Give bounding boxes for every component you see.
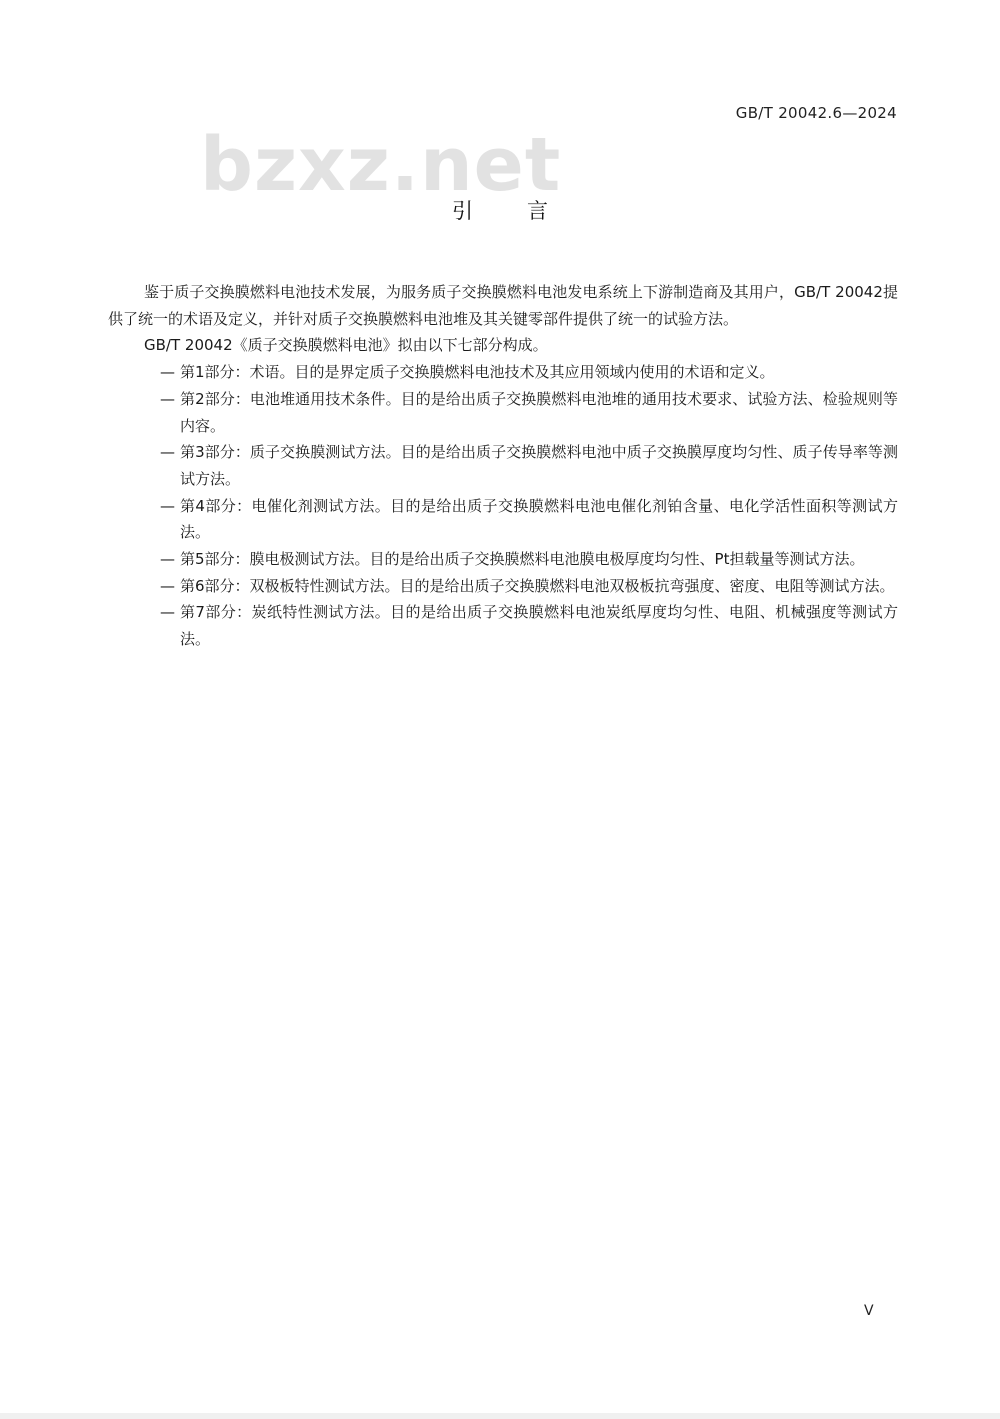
list-item-text: 第2部分：电池堆通用技术条件。目的是给出质子交换膜燃料电池堆的通用技术要求、试验方法、检验规则等内容。 [180, 389, 898, 435]
list-item-text: 第5部分：膜电极测试方法。目的是给出质子交换膜燃料电池膜电极厚度均匀性、Pt担载量等测试方法。 [180, 550, 865, 569]
watermark: bzxz.net [200, 122, 562, 208]
list-item [108, 439, 898, 492]
list-item-text: 第3部分：质子交换膜测试方法。目的是给出质子交换膜燃料电池中质子交换膜厚度均匀性、质子传导率等测试方法。 [180, 443, 898, 488]
list-dash: — [160, 443, 175, 462]
list-item-text: 第7部分：炭纸特性测试方法。目的是给出质子交换膜燃料电池炭纸厚度均匀性、电阻、机械强度等测试方法。 [180, 603, 898, 649]
list-item [108, 359, 898, 386]
list-item [108, 386, 898, 439]
page-title: 引言 [452, 199, 602, 223]
standard-code: GB/T 20042.6—2024 [735, 104, 897, 122]
list-dash: — [160, 363, 175, 382]
list-item [108, 546, 898, 573]
list-item [108, 573, 898, 600]
introduction-body [108, 279, 898, 653]
list-dash: — [160, 496, 175, 515]
page-number: V [864, 1303, 874, 1319]
list-item-text: 第6部分：双极板特性测试方法。目的是给出质子交换膜燃料电池双极板抗弯强度、密度、电阻等测试方法。 [180, 576, 895, 595]
intro-paragraph-2: GB/T 20042《质子交换膜燃料电池》拟由以下七部分构成。 [144, 336, 548, 355]
parts-list [108, 359, 898, 653]
list-item-text: 第1部分：术语。目的是界定质子交换膜燃料电池技术及其应用领域内使用的术语和定义。 [180, 363, 775, 382]
page-bottom-edge [0, 1413, 1000, 1419]
list-dash: — [160, 550, 175, 569]
list-item [108, 493, 898, 546]
list-dash: — [160, 389, 175, 408]
list-dash: — [160, 603, 175, 622]
intro-paragraph-1: 鉴于质子交换膜燃料电池技术发展，为服务质子交换膜燃料电池发电系统上下游制造商及其用户，GB/T 20042提供了统一的术语及定义，并针对质子交换膜燃料电池堆及其关键零部件提供了统一的试验方法。 [108, 283, 898, 328]
list-item [108, 599, 898, 652]
list-item-text: 第4部分：电催化剂测试方法。目的是给出质子交换膜燃料电池电催化剂铂含量、电化学活性面积等测试方法。 [180, 496, 898, 542]
list-dash: — [160, 576, 175, 595]
